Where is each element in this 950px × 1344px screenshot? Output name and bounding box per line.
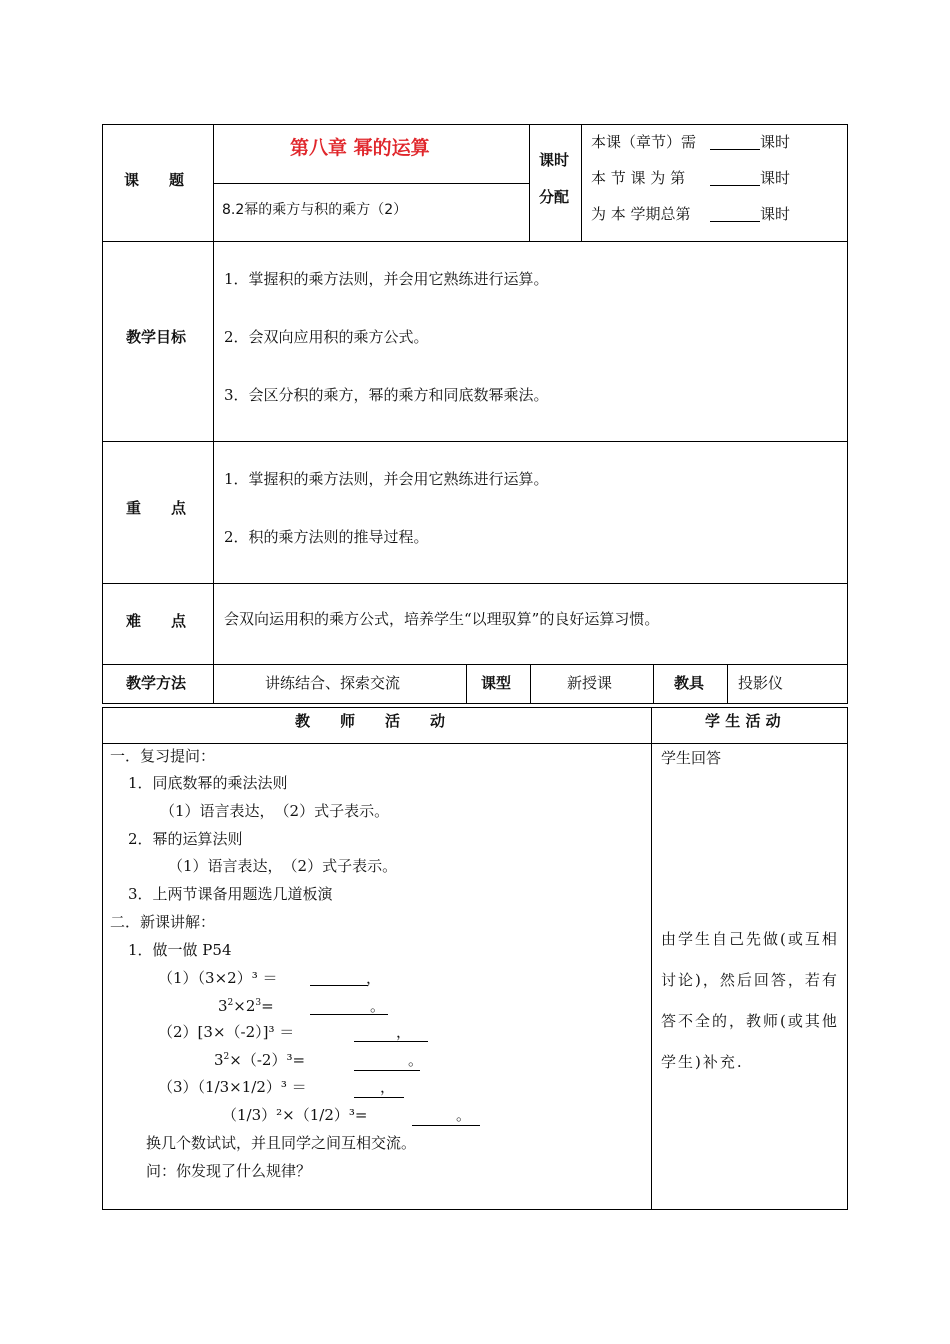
keypoint-item-2: 2．积的乘方法则的推导过程。 xyxy=(224,528,429,546)
topic-label: 课 题 xyxy=(124,171,185,189)
col-divider-tool-l xyxy=(653,664,654,704)
objective-item-1: 1．掌握积的乘方法则，并会用它熟练进行运算。 xyxy=(224,270,549,288)
keypoint-item-1: 1．掌握积的乘方法则，并会用它熟练进行运算。 xyxy=(224,470,549,488)
period-blank-1 xyxy=(710,149,760,150)
student-activity-header: 学 生 活 动 xyxy=(705,712,781,730)
teacher-line-rule-2: 2．幂的运算法则 xyxy=(128,830,243,848)
activity-col-divider xyxy=(651,707,652,1210)
exercise-2b-period: 。 xyxy=(408,1051,424,1069)
exercise-3b-blank xyxy=(412,1125,480,1126)
period-line-1-unit: 课时 xyxy=(760,133,791,151)
exercise-1b: $3^2\times 2^3=$ xyxy=(218,997,274,1015)
exercise-1a-blank xyxy=(310,985,368,986)
teacher-activity-header: 教 师 活 动 xyxy=(295,712,446,730)
period-line-2-text: 本 节 课 为 第 xyxy=(591,169,686,187)
exercise-2a-comma: ， xyxy=(396,1023,412,1041)
student-line-4: 答不全的，教师(或其他 xyxy=(661,1012,839,1030)
col-divider-period xyxy=(581,124,582,241)
teacher-line-rule-2-sub: （1）语言表达， （2）式子表示。 xyxy=(168,857,398,875)
title-divider xyxy=(213,183,529,184)
col-divider-method xyxy=(213,664,214,704)
keypoints-label: 重 点 xyxy=(126,499,187,517)
col-divider-tool-r xyxy=(727,664,728,704)
teacher-line-review: 一．复习提问： xyxy=(110,747,216,765)
activity-header-divider xyxy=(102,743,848,744)
objective-item-2: 2．会双向应用积的乘方公式。 xyxy=(224,328,429,346)
col-divider-title xyxy=(529,124,530,241)
col-divider-label xyxy=(213,124,214,664)
teacher-line-question: 问：你发现了什么规律？ xyxy=(146,1162,312,1180)
teacher-line-board: 3．上两节课备用题选几道板演 xyxy=(128,885,333,903)
teacher-line-doit: 1．做一做 P54 xyxy=(128,941,232,959)
difficulties-label: 难 点 xyxy=(126,612,187,630)
exercise-3b-period: 。 xyxy=(456,1106,472,1124)
student-line-5: 学生)补充. xyxy=(661,1053,744,1071)
period-line-3-unit: 课时 xyxy=(760,205,791,223)
method-label: 教学方法 xyxy=(126,674,187,692)
exercise-3b: （1/3）²×（1/2）³= xyxy=(222,1106,368,1124)
type-label: 课型 xyxy=(481,674,512,692)
col-divider-type-l xyxy=(466,664,467,704)
student-line-2: 由学生自己先做(或互相 xyxy=(661,930,839,948)
exercise-2b-blank xyxy=(354,1070,420,1071)
exercise-3a-blank xyxy=(354,1097,404,1098)
exercise-1b-period: 。 xyxy=(370,997,386,1015)
teacher-line-rule-1: 1．同底数幂的乘法法则 xyxy=(128,774,288,792)
period-line-2-unit: 课时 xyxy=(760,169,791,187)
period-line-3-text: 为 本 学期总第 xyxy=(591,205,691,223)
teacher-line-new: 二．新课讲解： xyxy=(110,913,216,931)
period-label-1: 课时 xyxy=(539,151,570,169)
section-title: 8.2幂的乘方与积的乘方（2） xyxy=(222,202,408,218)
tool-value: 投影仪 xyxy=(738,674,784,692)
period-blank-3 xyxy=(710,221,760,222)
objectives-label: 教学目标 xyxy=(126,328,187,346)
exercise-3a: （3）（1/3×1/2）³ ＝ xyxy=(158,1078,307,1096)
exercise-2b: $3^2\times(-2)^3=$ xyxy=(214,1051,306,1069)
student-line-answer: 学生回答 xyxy=(661,749,722,767)
difficulties-text: 会双向运用积的乘方公式，培养学生“以理驭算”的良好运算习惯。 xyxy=(224,610,660,628)
teacher-line-exchange: 换几个数试试，并且同学之间互相交流。 xyxy=(146,1134,417,1152)
teacher-line-rule-1-sub: （1）语言表达， （2）式子表示。 xyxy=(160,802,390,820)
exercise-3a-comma: ， xyxy=(380,1078,396,1096)
method-value: 讲练结合、探索交流 xyxy=(265,674,401,692)
period-blank-2 xyxy=(710,185,760,186)
exercise-1a-comma: ， xyxy=(366,969,382,987)
objective-item-3: 3．会区分积的乘方，幂的乘方和同底数幂乘法。 xyxy=(224,386,549,404)
exercise-1a: （1）（3×2）³ ＝ xyxy=(158,969,278,987)
student-line-3: 讨论)，然后回答，若有 xyxy=(661,971,839,989)
period-label-2: 分配 xyxy=(539,188,570,206)
exercise-2a: （2）[3×（-2）]³ ＝ xyxy=(158,1023,295,1041)
type-value: 新授课 xyxy=(567,674,613,692)
period-line-1-text: 本课（章节）需 xyxy=(591,133,697,151)
tool-label: 教具 xyxy=(674,674,705,692)
col-divider-type-r xyxy=(530,664,531,704)
exercise-2a-blank xyxy=(354,1041,428,1042)
chapter-title: 第八章 幂的运算 xyxy=(290,137,430,159)
